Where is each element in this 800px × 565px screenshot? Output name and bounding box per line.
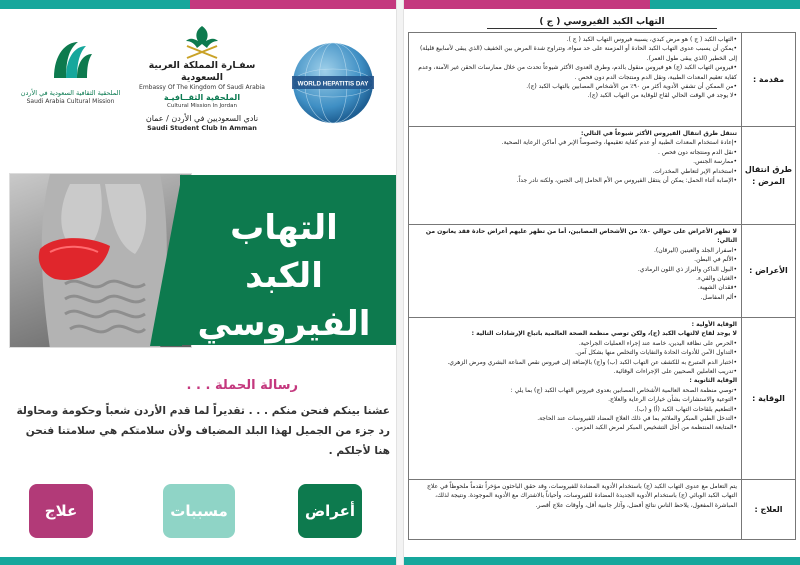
saudi-emblem-icon bbox=[181, 24, 223, 60]
campaign-title-line2: الفيروسي bbox=[197, 304, 371, 344]
section-body bbox=[409, 480, 742, 540]
treatment-button[interactable]: علاج bbox=[29, 484, 93, 538]
bullet-item: • يمكن أن يسبب عدوى التهاب الكبد الحادة أو المزمنة على حد سواء، وتتراوح شدة المرض بين الخفيف (الذي يبقى لأسابيع قليلة) إلى الخطير (الذي يبقى طول العمر). bbox=[413, 44, 737, 63]
info-table-row bbox=[409, 225, 796, 318]
title-block-wedge bbox=[150, 174, 182, 346]
campaign-message-body: عشنا بينكم فنحن منكم . . . تقديراً لما قدم الأردن شعباً وحكومة ومحاولة رد جزء من الجميل لهذا البلد المضياف ولأن سلامتكم هي سلامتنا فنحن هنا لأجلكم . bbox=[16, 405, 390, 457]
bullet-item: • التطعيم بلقاحات التهاب الكبد (أ) و (ب). bbox=[413, 405, 737, 414]
mission-name-ar: الملحقية الثقافية السعودية في الأردن bbox=[20, 89, 121, 97]
section-body bbox=[409, 225, 742, 318]
bullet-item: • الحرص على نظافة اليدين، خاصة عند إجراء العمليات الجراحية. bbox=[413, 339, 737, 348]
content-panel bbox=[404, 0, 800, 565]
bullet-item: • فيروس التهاب الكبد (ج) هو فيروس منقول بالدم، وطرق العدوى الأكثر شيوعاً تحدث من خلال ممارسات الحقن غير الآمنة، وعدم كفاية تعقيم المعدات الطبية، ونقل الدم ومنتجات الدم دون فحص . bbox=[413, 63, 737, 82]
bullet-item: • المتابعة المنتظمة من أجل التشخيص المبكر لمرض الكبد المزمن . bbox=[413, 423, 737, 432]
symptoms-button[interactable]: أعراض bbox=[298, 484, 362, 538]
section-paragraph: تنتقل طرق انتقال الفيروس الأكثر شيوعاً في التالي: bbox=[581, 130, 737, 137]
section-heading: العلاج : bbox=[742, 480, 796, 540]
bullet-item: • التهاب الكبد ( ج ) هو مرض كبدي، يسببه فيروس التهاب الكبد ( ج ). bbox=[413, 35, 737, 44]
bullet-item: • ألم المفاصل. bbox=[413, 293, 737, 302]
bullet-item: • التدخل الطبي المبكر والملائم بما في ذلك العلاج المضاد للفيروسات عند الحاجة. bbox=[413, 414, 737, 423]
section-paragraph: الوقاية الأولية : bbox=[691, 321, 737, 328]
top-bar-pink-right bbox=[404, 0, 650, 9]
campaign-title-line1: التهاب الكبد bbox=[230, 208, 338, 296]
bullet-item: • تدريب العاملين الصحيين على الإجراءات الوقائية. bbox=[413, 367, 737, 376]
mission-emblem-icon bbox=[44, 34, 98, 88]
section-paragraph: الوقاية الثانوية : bbox=[689, 377, 737, 385]
section-heading: طرق انتقال المرض : bbox=[742, 127, 796, 225]
section-paragraph: يتم التعامل مع عدوى التهاب الكبد (ج) باستخدام الأدوية المضادة للفيروسات، وقد حقق الباحثون مؤخراً تقدماً ملحوظاً في علاج التهاب الكبد الوبائي (ج) باستخدام الأدوية الجديدة المضادة للفيروسات، وأحياناً بالاشتراك مع الأدوية الموجودة. ونتيجة لذلك، المباشرة المفعول، يلاحظ الناس نتائج أفضل، وآثار جانبية أقل، وأوقات علاج أقصر. bbox=[427, 483, 737, 509]
cultural-mission-en: Cultural Mission In Jordan bbox=[167, 102, 237, 109]
section-body bbox=[409, 127, 742, 225]
campaign-message-title: رسالة الحملة . . . bbox=[186, 378, 298, 393]
embassy-logo bbox=[134, 24, 270, 133]
bottom-bar-teal bbox=[0, 557, 396, 565]
student-club-en: Saudi Student Club In Amman bbox=[147, 124, 257, 133]
info-table-row bbox=[409, 127, 796, 225]
cultural-attache-ar: الملحقية الثقــافيـة bbox=[163, 92, 241, 102]
cover-panel bbox=[0, 0, 396, 565]
bullet-item: • التداول الآمن للأدوات الحادة والنفايات والتخلص منها بشكل آمن. bbox=[413, 348, 737, 357]
embassy-name-ar: سفـارة المملكة العربية السعودية bbox=[148, 60, 256, 83]
bullet-item: • اختبار الدم المتبرع به للكشف عن التهاب الكبد (ب) و(ج) بالإضافة إلى فيروس نقص المناعة البشري ومرض الزهري. bbox=[413, 358, 737, 367]
student-club-ar: نادي السعوديين في الأردن / عمان bbox=[145, 113, 259, 123]
content-title-text: التهاب الكبد الفيروسي ( ج ) bbox=[487, 17, 717, 29]
info-table-row bbox=[409, 480, 796, 540]
info-table bbox=[408, 32, 796, 540]
bullet-item: • الإصابة أثناء الحمل: يمكن أن ينتقل الفيروس من الأم الحامل إلى الجنين، ولكنه نادر جداً. bbox=[413, 176, 737, 185]
section-body bbox=[409, 33, 742, 127]
world-hepatitis-day-logo bbox=[290, 40, 376, 126]
bottom-bar-teal-right bbox=[404, 557, 800, 565]
bullet-item: • اصفرار الجلد والعينين (اليرقان). bbox=[413, 246, 737, 255]
bullet-item: • ممارسة الجنس. bbox=[413, 157, 737, 166]
embassy-name-en: Embassy Of The Kingdom Of Saudi Arabia bbox=[139, 83, 265, 91]
content-title bbox=[404, 17, 800, 29]
section-heading: الوقاية : bbox=[742, 318, 796, 480]
cultural-mission-logo bbox=[18, 34, 123, 105]
section-heading: الأعراض : bbox=[742, 225, 796, 318]
info-table-row bbox=[409, 33, 796, 127]
bullet-item: • توصي منظمة الصحة العالمية الأشخاص المصابين بعدوى فيروس التهاب الكبد (ج) بما يلي : bbox=[413, 386, 737, 395]
campaign-title bbox=[186, 204, 382, 348]
section-heading: مقدمة : bbox=[742, 33, 796, 127]
top-bar-teal bbox=[0, 0, 190, 9]
bullet-item: • البول الداكن والبراز ذي اللون الرمادي. bbox=[413, 265, 737, 274]
causes-button[interactable]: مسببات bbox=[163, 484, 235, 538]
bullet-item: • الغثيان والقيء. bbox=[413, 274, 737, 283]
section-paragraph: لا يوجد لقاح لالتهاب الكبد (ج)، ولكن توصي منظمة الصحة العالمية باتباع الإرشادات التالية : bbox=[471, 330, 737, 338]
bullet-item: • إعادة استخدام المعدات الطبية أو عدم كفاية تعقيمها، وخصوصاً الإبر في أماكن الرعاية الصحية. bbox=[413, 138, 737, 147]
section-body bbox=[409, 318, 742, 480]
page-fold-divider bbox=[396, 0, 404, 565]
section-paragraph: لا تظهر الأعراض على حوالي ٨٠٪ من الأشخاص المصابين، أما من تظهر عليهم أعراض حادة فقد يعانون من التالي: bbox=[425, 228, 737, 245]
bullet-item: • نقل الدم ومنتجاته دون فحص . bbox=[413, 148, 737, 157]
info-table-row bbox=[409, 318, 796, 480]
bullet-item: • استخدام الإبر لتعاطي المخدرات. bbox=[413, 167, 737, 176]
mission-name-en: Saudi Arabia Cultural Mission bbox=[26, 97, 115, 105]
globe-label: WORLD HEPATITIS DAY bbox=[297, 80, 369, 88]
top-bar-pink bbox=[190, 0, 396, 9]
bullet-item: • لا يوجد في الوقت الحالي لقاح للوقاية من التهاب الكبد (ج). bbox=[413, 91, 737, 100]
bullet-item: • الألم في البطن. bbox=[413, 255, 737, 264]
bullet-item: • فقدان الشهية. bbox=[413, 283, 737, 292]
top-bar-teal-right bbox=[650, 0, 800, 9]
bullet-item: • من الممكن أن تشفي الأدوية أكثر من ٩٠٪ من الأشخاص المصابين بالتهاب الكبد (ج). bbox=[413, 82, 737, 91]
bullet-item: • التوعية والاستشارات بشأن خيارات الرعاية والعلاج. bbox=[413, 395, 737, 404]
